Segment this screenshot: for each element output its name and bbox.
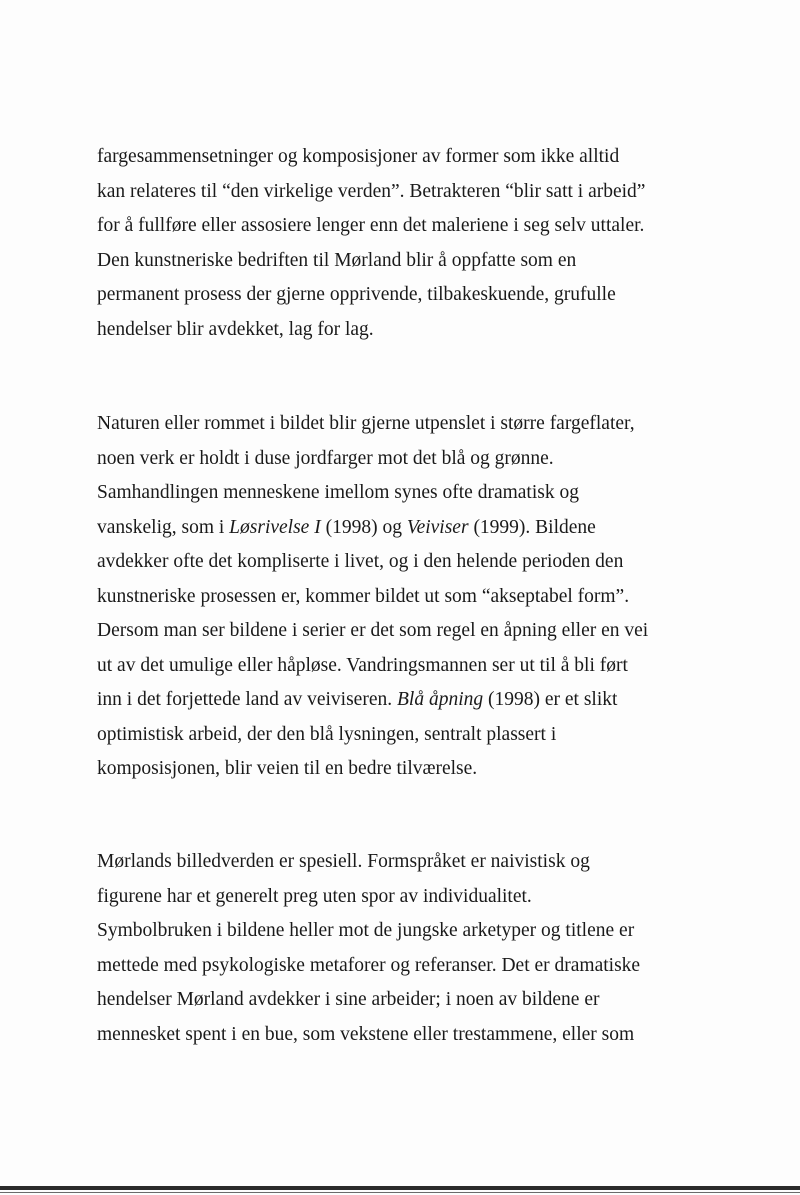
text-line	[97, 880, 777, 915]
text-line	[97, 313, 777, 348]
text-line	[97, 949, 777, 984]
text-segment: kan relateres til “den virkelige verden”. Betrakteren “blir satt i arbeid”	[97, 180, 646, 202]
text-segment: (1999). Bildene	[468, 516, 596, 538]
text-segment: Dersom man ser bildene i serier er det som regel en åpning eller en vei	[97, 620, 649, 641]
text-line	[97, 614, 777, 649]
artwork-title: Løsrivelse I	[229, 516, 321, 538]
text-line	[97, 580, 777, 615]
text-line	[97, 718, 777, 753]
text-segment: komposisjonen, blir veien til en bedre tilværelse.	[97, 758, 478, 779]
text-line	[97, 278, 777, 313]
text-segment: Naturen eller rommet i bildet blir gjerne utpenslet i større fargeflater,	[97, 413, 635, 434]
paragraph-2	[97, 407, 777, 787]
paragraph-1	[97, 140, 777, 347]
text-segment: figurene har et generelt preg uten spor av individualitet.	[97, 885, 532, 907]
text-line	[97, 511, 777, 546]
text-line	[97, 752, 777, 787]
text-line	[97, 209, 777, 244]
text-line	[97, 244, 777, 279]
text-segment: mennesket spent i en bue, som vekstene eller trestammene, eller som	[97, 1023, 635, 1045]
text-line	[97, 175, 777, 210]
text-segment: Den kunstneriske bedriften til Mørland blir å oppfatte som en	[97, 249, 577, 271]
text-segment: vanskelig, som i	[97, 516, 230, 538]
text-line	[97, 545, 777, 580]
text-line	[97, 914, 777, 949]
text-segment: optimistisk arbeid, der den blå lysningen, sentralt plassert i	[97, 723, 557, 745]
text-segment: for å fullføre eller assosiere lenger enn det maleriene i seg selv uttaler.	[97, 215, 645, 236]
text-segment: hendelser blir avdekket, lag for lag.	[97, 318, 374, 340]
text-segment: Samhandlingen menneskene imellom synes ofte dramatisk og	[97, 482, 579, 503]
text-line	[97, 442, 777, 477]
text-segment: permanent prosess der gjerne opprivende, tilbakeskuende, grufulle	[97, 284, 616, 305]
scan-edge-line-thin	[0, 1192, 800, 1193]
text-segment: ut av det umulige eller håpløse. Vandringsmannen ser ut til å bli ført	[97, 654, 628, 676]
text-segment: Mørlands billedverden er spesiell. Formspråket er naivistisk og	[97, 851, 590, 872]
text-segment: kunstneriske prosessen er, kommer bildet ut som “akseptabel form”.	[97, 585, 630, 607]
text-segment: Symbolbruken i bildene heller mot de jungske arketyper og titlene er	[97, 920, 635, 941]
text-line	[97, 983, 777, 1018]
paragraph-3	[97, 845, 777, 1052]
text-segment: fargesammensetninger og komposisjoner av former som ikke alltid	[97, 146, 620, 167]
text-segment: inn i det forjettede land av veiviseren.	[97, 689, 397, 710]
text-line	[97, 1018, 777, 1053]
text-segment: (1998) og	[320, 516, 407, 538]
artwork-title: Blå åpning	[396, 689, 484, 710]
text-segment: mettede med psykologiske metaforer og referanser. Det er dramatiske	[97, 954, 641, 976]
artwork-title: Veiviser	[406, 516, 469, 538]
scan-edge-line	[0, 1186, 800, 1190]
text-segment: hendelser Mørland avdekker i sine arbeider; i noen av bildene er	[97, 989, 600, 1010]
text-line	[97, 407, 777, 442]
text-line	[97, 649, 777, 684]
text-line	[97, 476, 777, 511]
text-line	[97, 845, 777, 880]
text-line	[97, 140, 777, 175]
text-segment: noen verk er holdt i duse jordfarger mot det blå og grønne.	[97, 447, 554, 469]
text-segment: (1998) er et slikt	[483, 689, 618, 710]
text-segment: avdekker ofte det kompliserte i livet, og i den helende perioden den	[97, 551, 624, 572]
text-line	[97, 683, 777, 718]
